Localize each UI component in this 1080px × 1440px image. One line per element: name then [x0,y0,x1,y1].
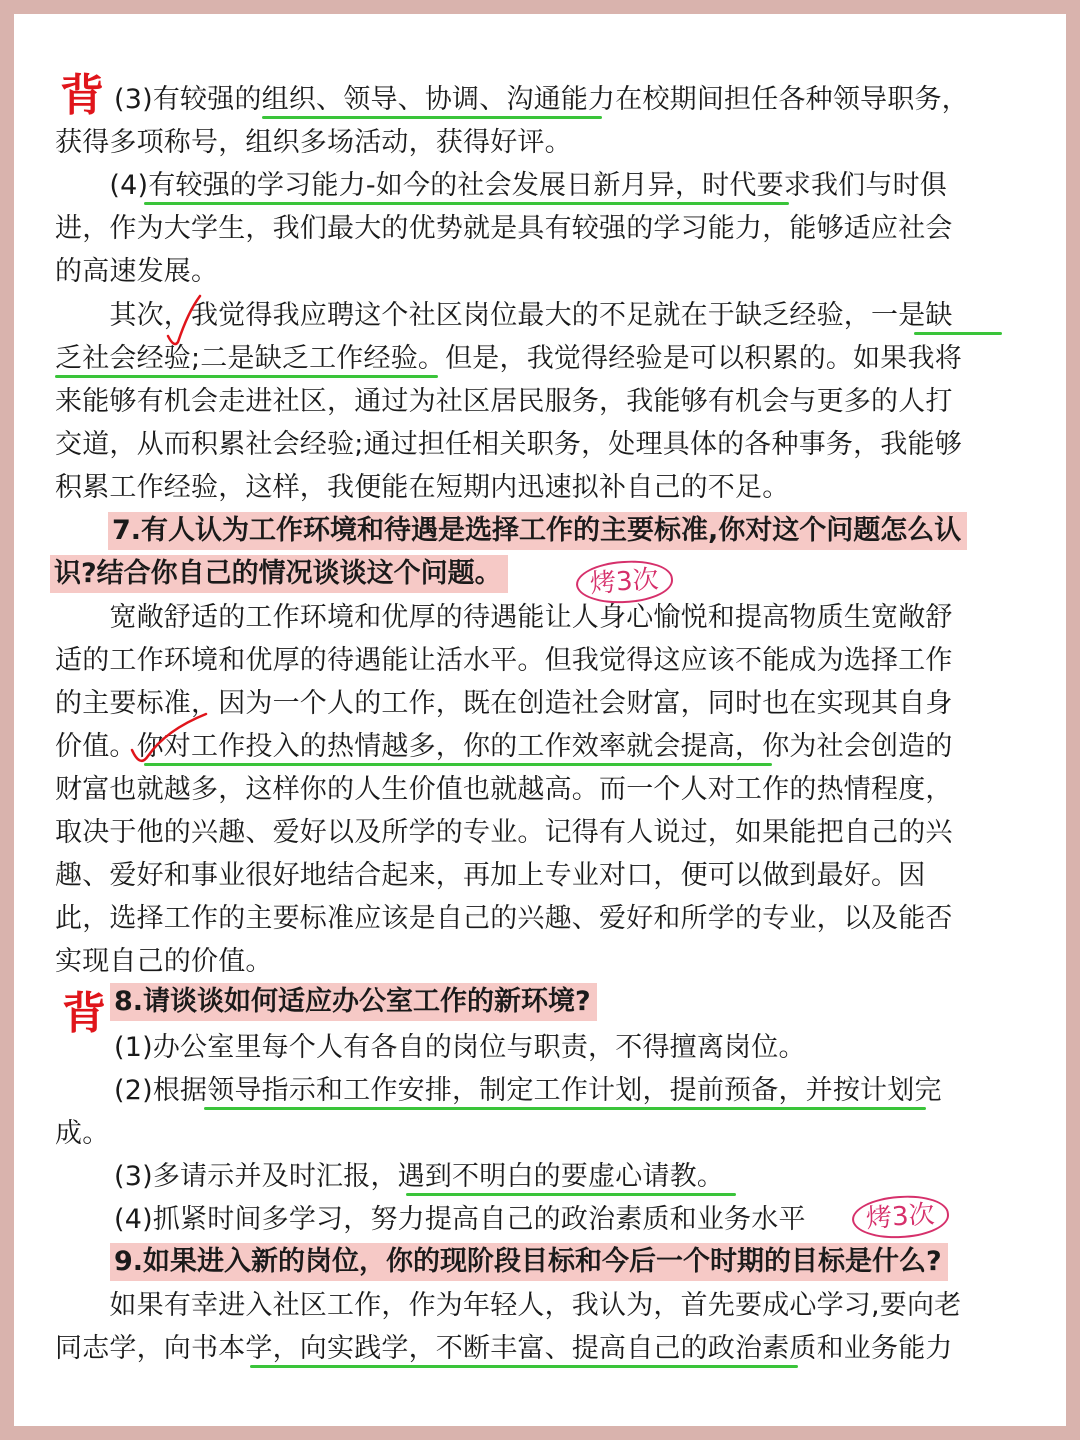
text-line: 取决于他的兴趣、爱好以及所学的专业。记得有人说过，如果能把自己的兴 [55,817,953,848]
text-line: 实现自己的价值。 [55,946,273,977]
text-line: 积累工作经验，这样，我便能在短期内迅速拟补自己的不足。 [55,472,790,503]
text-line: 宽敞舒适的工作环境和优厚的待遇能让人身心愉悦和提高物质生宽敞舒 [55,602,953,633]
text-line: 的高速发展。 [55,256,219,287]
underline [55,375,438,378]
text-line: (1)办公室里每个人有各自的岗位与职责，不得擅离岗位。 [114,1032,806,1063]
text-line: (2)根据领导指示和工作安排，制定工作计划，提前预备，并按计划完 [114,1075,942,1106]
underline [144,202,789,205]
text-line: 来能够有机会走进社区，通过为社区居民服务，我能够有机会与更多的人打 [55,386,953,417]
check-mark-icon [164,292,204,352]
question-7-heading-line-1: 7.有人认为工作环境和待遇是选择工作的主要标准,你对这个问题怎么认 [108,512,967,550]
bei-mark-1: 背 [60,70,104,121]
text-line: 获得多项称号，组织多场活动，获得好评。 [55,127,572,158]
text-line: 趣、爱好和事业很好地结合起来，再加上专业对口，便可以做到最好。因 [55,860,926,891]
text-line: (3)有较强的组织、领导、协调、沟通能力在校期间担任各种领导职务， [114,84,969,115]
text-line: (4)有较强的学习能力-如今的社会发展日新月异，时代要求我们与时俱 [55,170,947,201]
text-line: 其次，我觉得我应聘这个社区岗位最大的不足就在于缺乏经验，一是缺 [55,300,953,331]
text-line: 适的工作环境和优厚的待遇能让活水平。但我觉得这应该不能成为选择工作 [55,645,953,676]
text-line: 同志学，向书本学，向实践学，不断丰富、提高自己的政治素质和业务能力 [55,1333,953,1364]
text-line: (4)抓紧时间多学习，努力提高自己的政治素质和业务水平 [114,1204,806,1235]
question-8-heading: 8.请谈谈如何适应办公室工作的新环境? [110,983,597,1021]
kao-3-times-mark-1: 烤3次 [575,558,674,607]
text-line: 此，选择工作的主要标准应该是自己的兴趣、爱好和所学的专业，以及能否 [55,903,953,934]
text-line: (3)多请示并及时汇报，遇到不明白的要虚心请教。 [114,1161,725,1192]
text-line: 交道，从而积累社会经验;通过担任相关职务，处理具体的各种事务，我能够 [55,429,962,460]
text-line: 成。 [55,1118,110,1149]
document-page [14,14,1066,1426]
underline [914,332,1002,335]
underline [406,1193,736,1196]
bei-mark-2: 背 [62,988,106,1039]
text-line: 乏社会经验;二是缺乏工作经验。但是，我觉得经验是可以积累的。如果我将 [55,343,962,374]
underline [144,763,772,766]
text-line: 进，作为大学生，我们最大的优势就是具有较强的学习能力，能够适应社会 [55,213,953,244]
underline [262,116,602,119]
question-7-heading-line-2: 识?结合你自己的情况谈谈这个问题。 [50,555,508,593]
kao-3-times-mark-2: 烤3次 [851,1193,950,1242]
text-line: 如果有幸进入社区工作，作为年轻人，我认为，首先要成心学习,要向老 [55,1290,962,1321]
text-line: 的主要标准，因为一个人的工作，既在创造社会财富，同时也在实现其自身 [55,688,953,719]
question-9-heading: 9.如果进入新的岗位，你的现阶段目标和今后一个时期的目标是什么? [110,1243,948,1281]
underline [204,1107,926,1110]
underline [250,1365,798,1368]
text-line: 财富也就越多，这样你的人生价值也就越高。而一个人对工作的热情程度， [55,774,953,805]
check-mark-icon [126,710,216,770]
text-line: 价值。你对工作投入的热情越多，你的工作效率就会提高，你为社会创造的 [55,731,953,762]
